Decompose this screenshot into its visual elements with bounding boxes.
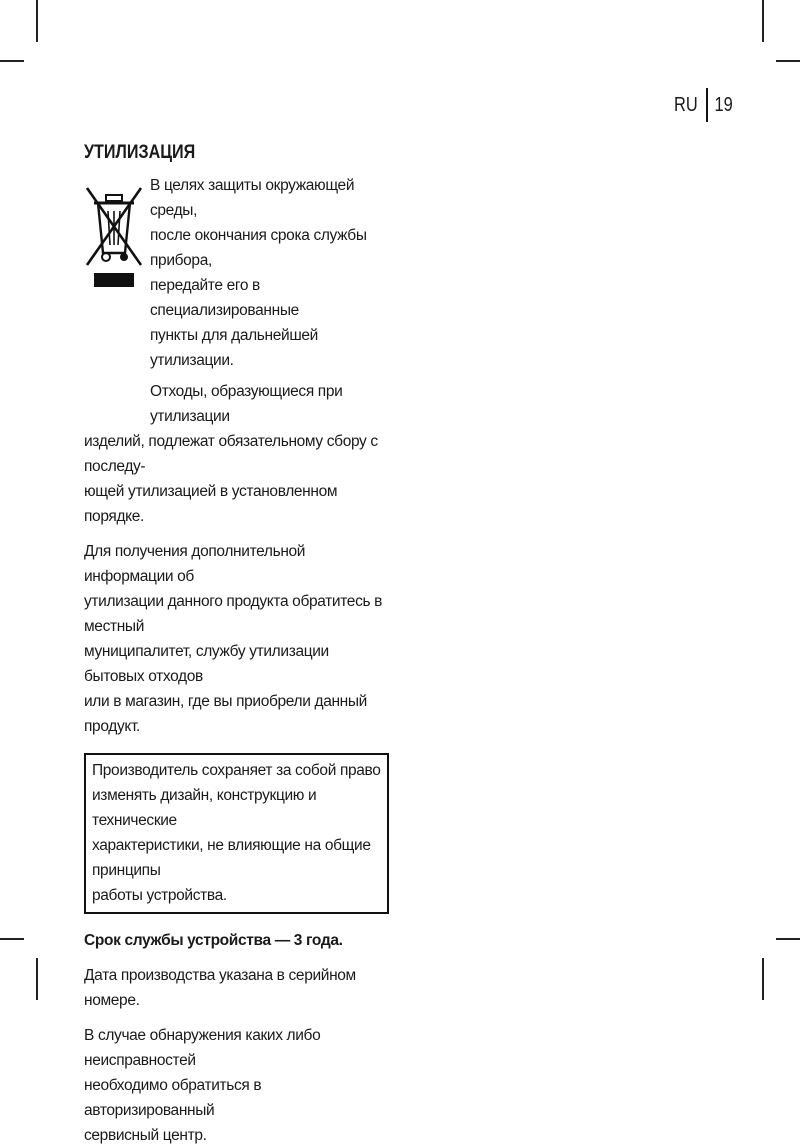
text-line: Для получения дополнительной информации об xyxy=(84,543,306,585)
text-line: изменять дизайн, конструкцию и технические xyxy=(92,787,317,829)
text-line: работы устройства. xyxy=(92,887,227,904)
intro-text xyxy=(150,173,389,429)
production-date: Дата производства указана в серийном номере. xyxy=(84,967,356,1009)
text-line: В случае обнаружения каких либо неисправностей xyxy=(84,1027,321,1069)
crop-mark xyxy=(0,60,24,62)
disposal-section xyxy=(84,140,389,1148)
text-line: характеристики, не влияющие на общие принципы xyxy=(92,837,371,879)
text-line: ющей утилизацией в установленном порядке. xyxy=(84,483,338,525)
text-line: после окончания срока службы прибора, xyxy=(150,227,367,269)
crop-mark xyxy=(776,60,800,62)
language-code: RU xyxy=(673,93,698,116)
intro-block xyxy=(84,173,389,429)
crop-mark xyxy=(762,958,764,1000)
text-line: муниципалитет, службу утилизации бытовых отходов xyxy=(84,643,329,685)
crop-mark xyxy=(0,938,24,940)
service-life: Срок службы устройства — 3 года. xyxy=(84,932,343,949)
section-title: УТИЛИЗАЦИЯ xyxy=(84,142,196,163)
fault-paragraph xyxy=(84,1023,389,1148)
crop-mark xyxy=(36,958,38,1000)
text-line: изделий, подлежат обязательному сбору с последу- xyxy=(84,433,378,475)
text-line: В целях защиты окружающей среды, xyxy=(150,177,355,219)
text-line: Производитель сохраняет за собой право xyxy=(92,762,381,779)
text-line: передайте его в специализированные xyxy=(150,277,299,319)
crop-mark xyxy=(36,0,38,42)
crop-mark xyxy=(762,0,764,42)
page-number: 19 xyxy=(714,93,733,116)
page-header xyxy=(667,88,738,122)
text-line: необходимо обратиться в авторизированный xyxy=(84,1077,262,1119)
text-line: или в магазин, где вы приобрели данный продукт. xyxy=(84,693,367,735)
text-line: пункты для дальнейшей утилизации. xyxy=(150,327,318,369)
info-paragraph xyxy=(84,539,389,739)
text-line: утилизации данного продукта обратитесь в местный xyxy=(84,593,383,635)
text-line: сервисный центр. xyxy=(84,1127,207,1144)
manufacturer-notice-box xyxy=(84,753,389,914)
crop-mark xyxy=(776,938,800,940)
crossed-out-wheelie-bin-icon xyxy=(84,173,150,429)
text-line: Отходы, образующиеся при утилизации xyxy=(150,383,343,425)
